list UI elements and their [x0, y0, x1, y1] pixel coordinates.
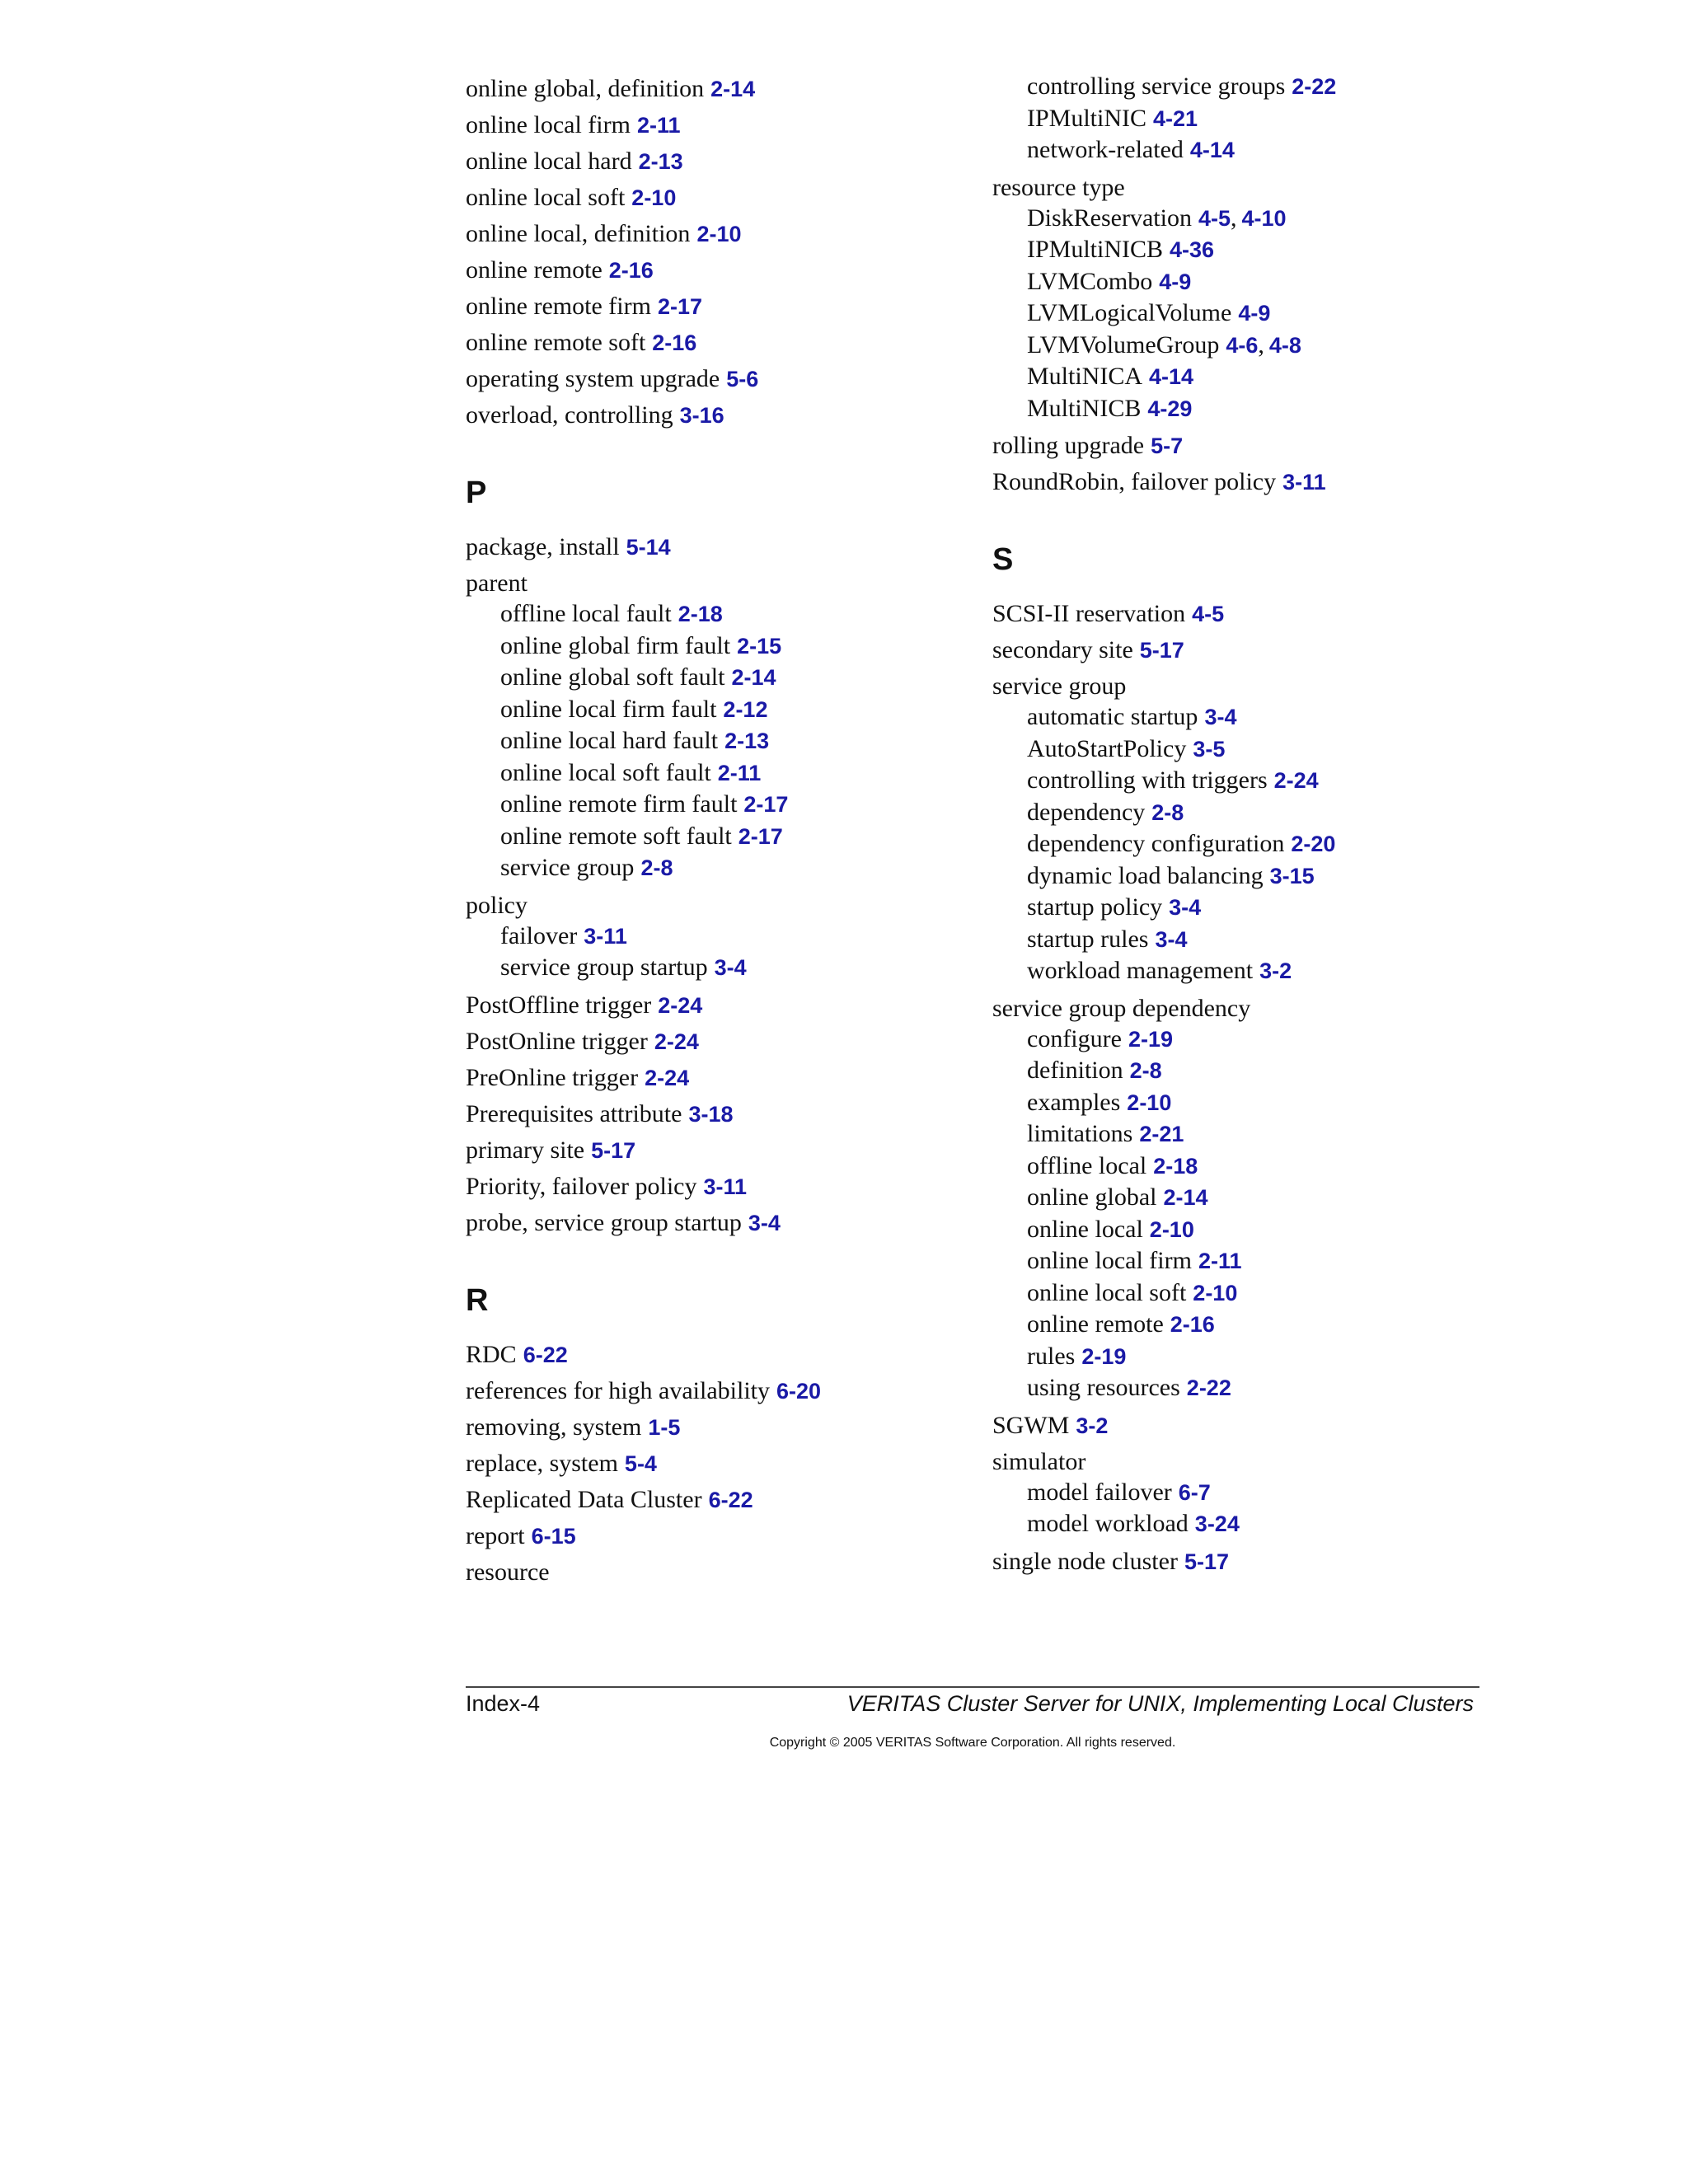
index-entry-simulator: [992, 1444, 1503, 1480]
page-reference-link[interactable]: 2-11: [1198, 1249, 1242, 1273]
index-term: dependency: [1027, 798, 1146, 826]
page-reference-link[interactable]: 2-11: [717, 760, 762, 785]
page-reference-link[interactable]: 4-6: [1226, 332, 1259, 358]
index-term: PreOnline trigger: [466, 1063, 639, 1091]
index-term: online local soft: [1027, 1278, 1187, 1306]
page-reference-link[interactable]: 2-24: [1273, 768, 1319, 793]
index-term: service group: [992, 673, 1127, 700]
page-reference-link[interactable]: 6-22: [708, 1487, 753, 1512]
index-term: MultiNICB: [1027, 394, 1142, 422]
index-term: controlling service groups: [1027, 73, 1286, 100]
index-entry-replicated-data-cluster: [466, 1482, 960, 1518]
page-reference-link[interactable]: 5-7: [1151, 434, 1184, 458]
index-term: online local firm fault: [500, 695, 717, 723]
page-reference-link[interactable]: 3-4: [748, 1210, 781, 1235]
index-term: online global firm fault: [500, 631, 731, 659]
index-term: model failover: [1027, 1478, 1172, 1506]
index-term: DiskReservation: [1027, 204, 1192, 232]
ref-separator: ,: [1231, 204, 1237, 232]
index-term: limitations: [1027, 1120, 1133, 1147]
index-entry-operating-system-upgrade: [466, 361, 960, 397]
page-reference-link[interactable]: 2-10: [1193, 1280, 1238, 1305]
index-term: online local: [1027, 1215, 1143, 1243]
page-reference-link[interactable]: 2-11: [636, 113, 681, 138]
index-entry-online-local-hard: [466, 143, 960, 180]
index-term: IPMultiNIC: [1027, 104, 1147, 132]
page-reference-link[interactable]: 2-17: [657, 294, 702, 319]
page-reference-link[interactable]: 2-17: [738, 823, 783, 849]
page-reference-link[interactable]: 4-14: [1189, 138, 1235, 162]
index-subentry-online-remote: [992, 1309, 1503, 1341]
index-entry-roundrobin-failover-policy: [992, 464, 1503, 500]
page-reference-link[interactable]: 2-17: [743, 792, 789, 817]
index-entry-single-node-cluster: [992, 1544, 1503, 1580]
index-subentry-online-local: [992, 1214, 1503, 1246]
index-subentry-dynamic-load-balancing: [992, 860, 1503, 893]
page-reference-link[interactable]: 2-24: [658, 992, 703, 1018]
index-entry-secondary-site: [992, 632, 1503, 668]
page-reference-link[interactable]: 2-21: [1139, 1122, 1184, 1146]
index-subentry-online-remote-firm-fault: [466, 789, 960, 821]
index-subentry-service-group-startup: [466, 952, 960, 984]
index-term: probe, service group startup: [466, 1208, 742, 1236]
index-term: parent: [466, 569, 528, 597]
index-term: MultiNICA: [1027, 363, 1143, 390]
page-reference-link[interactable]: 3-16: [679, 403, 724, 428]
page-reference-link[interactable]: 6-20: [776, 1378, 822, 1404]
page-reference-link[interactable]: 4-8: [1268, 332, 1301, 358]
index-term: model workload: [1027, 1510, 1189, 1537]
index-subentry-lvmlogicalvolume: [992, 298, 1503, 330]
index-entry-online-remote-soft: [466, 325, 960, 361]
index-entry-service-group: [992, 668, 1503, 705]
index-subentry-service-group: [466, 852, 960, 884]
index-subentry-examples: [992, 1087, 1503, 1119]
index-subentry-online-local-hard-fault: [466, 725, 960, 757]
footer-book-title: VERITAS Cluster Server for UNIX, Implementing Local Clusters: [846, 1691, 1474, 1716]
page-reference-link[interactable]: 3-24: [1194, 1511, 1240, 1536]
index-subentry-workload-management: [992, 955, 1503, 987]
index-term: online local soft fault: [500, 758, 711, 786]
index-term: online local hard: [466, 148, 632, 175]
index-term: service group dependency: [992, 994, 1251, 1022]
index-entry-online-local-soft: [466, 180, 960, 216]
index-term: AutoStartPolicy: [1027, 734, 1187, 762]
index-term: rolling upgrade: [992, 432, 1145, 459]
index-term: LVMVolumeGroup: [1027, 330, 1220, 359]
page-reference-link[interactable]: 3-4: [1169, 895, 1202, 920]
index-subentry-lvmcombo: [992, 266, 1503, 298]
page-reference-link[interactable]: 3-2: [1076, 1413, 1109, 1438]
page-reference-link[interactable]: 2-18: [1153, 1153, 1198, 1179]
index-entry-references-for-high-availability: [466, 1373, 960, 1409]
index-term: automatic startup: [1027, 703, 1198, 730]
index-term: dynamic load balancing: [1027, 861, 1264, 889]
page-reference-link[interactable]: 3-4: [714, 955, 747, 980]
index-subentry-automatic-startup: [992, 701, 1503, 733]
page-reference-link[interactable]: 6-7: [1178, 1479, 1211, 1505]
index-subentry-startup-rules: [992, 924, 1503, 956]
index-entry-online-remote: [466, 252, 960, 288]
index-term: resource: [466, 1558, 550, 1586]
index-term: LVMCombo: [1027, 267, 1153, 295]
page-reference-link[interactable]: 2-10: [1127, 1090, 1172, 1115]
index-term: examples: [1027, 1088, 1121, 1116]
index-subentry-online-global-soft-fault: [466, 662, 960, 694]
page-reference-link[interactable]: 4-5: [1192, 602, 1225, 626]
index-subentry-definition: [992, 1055, 1503, 1087]
page-reference-link[interactable]: 5-14: [626, 535, 671, 560]
page-reference-link[interactable]: 3-18: [688, 1101, 734, 1127]
index-entry-online-global-definition: [466, 71, 960, 107]
index-term: Prerequisites attribute: [466, 1099, 682, 1127]
page-reference-link[interactable]: 4-9: [1159, 269, 1192, 294]
index-term: Priority, failover policy: [466, 1172, 697, 1200]
index-term: startup policy: [1027, 893, 1163, 921]
page-reference-link[interactable]: 4-9: [1238, 301, 1271, 326]
page-reference-link[interactable]: 1-5: [648, 1414, 681, 1440]
page-reference-link[interactable]: 2-10: [1149, 1216, 1194, 1242]
section-letter-r: R: [466, 1282, 489, 1318]
index-term: startup rules: [1027, 925, 1149, 953]
page-reference-link[interactable]: 2-8: [1129, 1058, 1162, 1083]
index-entry-overload-controlling: [466, 397, 960, 434]
index-term: online remote firm: [466, 293, 651, 320]
index-term: online local soft: [466, 184, 626, 211]
index-term: removing, system: [466, 1413, 642, 1441]
index-subentry-online-local-soft: [992, 1277, 1503, 1310]
page-reference-link[interactable]: 2-15: [737, 633, 782, 658]
page-reference-link[interactable]: 2-20: [1291, 832, 1336, 856]
index-term: failover: [500, 921, 578, 949]
index-term: online remote: [466, 256, 603, 284]
index-entry-report: [466, 1518, 960, 1554]
index-entry-sgwm: [992, 1408, 1503, 1444]
page-reference-link[interactable]: 4-10: [1241, 205, 1287, 231]
index-subentry-lvmvolumegroup: [992, 330, 1503, 362]
page-reference-link[interactable]: 4-21: [1153, 105, 1198, 131]
index-entry-policy: [466, 888, 960, 924]
page-reference-link[interactable]: 4-29: [1147, 396, 1193, 421]
index-subentry-ipmultinicb: [992, 234, 1503, 266]
index-entry-resource-type: [992, 170, 1503, 206]
index-subentry-online-local-firm: [992, 1245, 1503, 1277]
index-entry-postoffline-trigger: [466, 987, 960, 1024]
index-subentry-dependency: [992, 797, 1503, 829]
page-reference-link[interactable]: 5-17: [1139, 638, 1184, 663]
index-term: online local firm: [1027, 1247, 1192, 1274]
index-entry-service-group-dependency: [992, 991, 1503, 1027]
index-subentry-autostartpolicy: [992, 733, 1503, 766]
section-letter-p: P: [466, 476, 487, 510]
index-term: simulator: [992, 1447, 1086, 1475]
page-reference-link[interactable]: 2-14: [710, 77, 756, 101]
index-entry-parent: [466, 565, 960, 602]
page-reference-link[interactable]: 2-18: [678, 602, 723, 626]
index-subentry-dependency-configuration: [992, 828, 1503, 860]
page-reference-link[interactable]: 5-4: [624, 1451, 657, 1476]
index-term: online remote soft fault: [500, 822, 732, 850]
index-term: dependency configuration: [1027, 830, 1285, 857]
index-entry-scsi-ii-reservation: [992, 596, 1503, 632]
page-reference-link[interactable]: 2-8: [1151, 799, 1184, 825]
index-term: PostOffline trigger: [466, 991, 652, 1019]
index-term: workload management: [1027, 957, 1254, 984]
index-subentry-controlling-service-groups: [992, 71, 1503, 103]
page-reference-link[interactable]: 2-10: [696, 222, 742, 246]
index-term: overload, controlling: [466, 401, 673, 429]
index-term: Replicated Data Cluster: [466, 1485, 702, 1513]
index-subentry-online-local-firm-fault: [466, 694, 960, 726]
index-entry-resource: [466, 1554, 960, 1591]
page-reference-link[interactable]: 2-19: [1128, 1026, 1173, 1052]
index-subentry-network-related: [992, 134, 1503, 166]
index-entry-probe-service-group-startup: [466, 1205, 960, 1241]
index-subentry-limitations: [992, 1118, 1503, 1151]
index-term: offline local fault: [500, 600, 672, 627]
page-reference-link[interactable]: 2-24: [654, 1029, 699, 1054]
index-subentry-ipmultinic: [992, 103, 1503, 135]
page-reference-link[interactable]: 3-11: [703, 1174, 748, 1199]
ref-separator: ,: [1258, 330, 1264, 359]
index-entry-primary-site: [466, 1132, 960, 1169]
index-entry-package-install: [466, 529, 960, 565]
index-term: secondary site: [992, 636, 1133, 663]
index-subentry-using-resources: [992, 1372, 1503, 1404]
index-term: operating system upgrade: [466, 365, 720, 392]
footer-rule: [466, 1686, 1479, 1688]
index-subentry-offline-local: [992, 1151, 1503, 1183]
index-term: offline local: [1027, 1151, 1147, 1179]
index-subentry-controlling-with-triggers: [992, 765, 1503, 797]
index-term: resource type: [992, 173, 1125, 201]
index-term: online global, definition: [466, 75, 705, 102]
index-term: online global: [1027, 1183, 1157, 1211]
index-term: rules: [1027, 1342, 1076, 1370]
index-term: SCSI-II reservation: [992, 600, 1186, 627]
index-term: SGWM: [992, 1411, 1070, 1439]
index-entry-online-local-definition: [466, 216, 960, 252]
index-entry-replace-system: [466, 1446, 960, 1482]
index-term: configure: [1027, 1024, 1122, 1052]
index-term: package, install: [466, 533, 620, 560]
index-entry-postonline-trigger: [466, 1024, 960, 1060]
index-subentry-failover: [466, 921, 960, 953]
page-reference-link[interactable]: 2-12: [723, 696, 768, 722]
page-reference-link[interactable]: 2-22: [1292, 74, 1337, 99]
index-entry-rolling-upgrade: [992, 428, 1503, 464]
index-subentry-multinicb: [992, 393, 1503, 425]
index-subentry-multinica: [992, 361, 1503, 393]
index-term: LVMLogicalVolume: [1027, 299, 1232, 326]
index-term: using resources: [1027, 1374, 1180, 1401]
page-reference-link[interactable]: 3-2: [1259, 958, 1292, 983]
page-reference-link[interactable]: 4-5: [1198, 205, 1231, 231]
index-column-left: [466, 71, 960, 1591]
footer-page-label: Index-4: [466, 1691, 541, 1716]
page-reference-link[interactable]: 3-4: [1204, 705, 1237, 729]
index-term: online global soft fault: [500, 663, 725, 691]
page-reference-link[interactable]: 4-14: [1149, 364, 1194, 389]
index-term: online remote soft: [466, 329, 646, 356]
index-entry-removing-system: [466, 1409, 960, 1446]
index-subentry-startup-policy: [992, 892, 1503, 924]
index-term: online local, definition: [466, 220, 691, 247]
page-reference-link[interactable]: 3-15: [1269, 863, 1315, 888]
index-subentry-configure: [992, 1024, 1503, 1056]
index-subentry-online-remote-soft-fault: [466, 821, 960, 853]
index-subentry-online-global: [992, 1182, 1503, 1214]
page-reference-link[interactable]: 6-15: [531, 1523, 576, 1549]
index-column-right: [992, 71, 1503, 1580]
index-subentry-online-global-firm-fault: [466, 630, 960, 663]
index-term: online local firm: [466, 111, 631, 138]
page-reference-link[interactable]: 5-17: [591, 1137, 636, 1163]
index-entry-online-remote-firm: [466, 288, 960, 325]
index-term: replace, system: [466, 1449, 618, 1477]
index-term: online local hard fault: [500, 727, 719, 754]
index-term: PostOnline trigger: [466, 1027, 648, 1055]
page-reference-link[interactable]: 2-16: [608, 258, 654, 283]
index-term: IPMultiNICB: [1027, 236, 1164, 263]
page-reference-link[interactable]: 3-5: [1193, 736, 1226, 762]
copyright-notice: Copyright © 2005 VERITAS Software Corporation. All rights reserved.: [769, 1736, 1176, 1750]
index-term: controlling with triggers: [1027, 766, 1268, 794]
page-reference-link[interactable]: 2-14: [1163, 1185, 1208, 1210]
page-reference-link[interactable]: 3-11: [1282, 470, 1326, 494]
index-entry-online-local-firm: [466, 107, 960, 143]
index-term: single node cluster: [992, 1547, 1178, 1575]
index-entry-priority-failover-policy: [466, 1169, 960, 1205]
page-reference-link[interactable]: 5-17: [1184, 1549, 1229, 1574]
index-subentry-online-local-soft-fault: [466, 757, 960, 790]
page-reference-link[interactable]: 5-6: [726, 367, 759, 391]
index-term: online remote firm fault: [500, 790, 738, 818]
page-reference-link[interactable]: 2-16: [1170, 1312, 1215, 1337]
index-subentry-diskreservation: [992, 203, 1503, 235]
page-reference-link[interactable]: 2-16: [652, 330, 697, 355]
index-term: RoundRobin, failover policy: [992, 468, 1277, 495]
page-reference-link[interactable]: 3-11: [584, 923, 627, 949]
index-term: service group startup: [500, 954, 708, 981]
index-subentry-offline-local-fault: [466, 598, 960, 630]
page-reference-link[interactable]: 2-22: [1186, 1376, 1231, 1400]
page-reference-link[interactable]: 2-24: [645, 1065, 690, 1090]
page-reference-link[interactable]: 6-22: [523, 1342, 568, 1367]
index-term: service group: [500, 854, 635, 881]
index-entry-preonline-trigger: [466, 1060, 960, 1096]
index-term: report: [466, 1521, 525, 1549]
page-reference-link[interactable]: 2-13: [638, 149, 683, 174]
page-reference-link[interactable]: 2-8: [640, 855, 673, 880]
index-subentry-model-workload: [992, 1508, 1503, 1540]
index-subentry-model-failover: [992, 1477, 1503, 1509]
page-reference-link[interactable]: 2-13: [724, 729, 770, 753]
index-term: primary site: [466, 1136, 585, 1164]
page-reference-link[interactable]: 4-36: [1170, 237, 1215, 262]
index-subentry-rules: [992, 1341, 1503, 1373]
page-reference-link[interactable]: 2-14: [731, 665, 776, 690]
page-reference-link[interactable]: 2-10: [631, 185, 677, 210]
index-entry-prerequisites-attribute: [466, 1096, 960, 1132]
index-entry-rdc: [466, 1337, 960, 1373]
index-term: references for high availability: [466, 1376, 770, 1404]
index-term: definition: [1027, 1057, 1123, 1084]
index-term: online remote: [1027, 1310, 1164, 1338]
index-term: RDC: [466, 1340, 517, 1368]
page-reference-link[interactable]: 3-4: [1155, 926, 1188, 952]
section-letter-s: S: [992, 542, 1014, 577]
page-reference-link[interactable]: 2-19: [1081, 1343, 1127, 1369]
index-term: policy: [466, 891, 528, 919]
index-term: network-related: [1027, 136, 1184, 163]
